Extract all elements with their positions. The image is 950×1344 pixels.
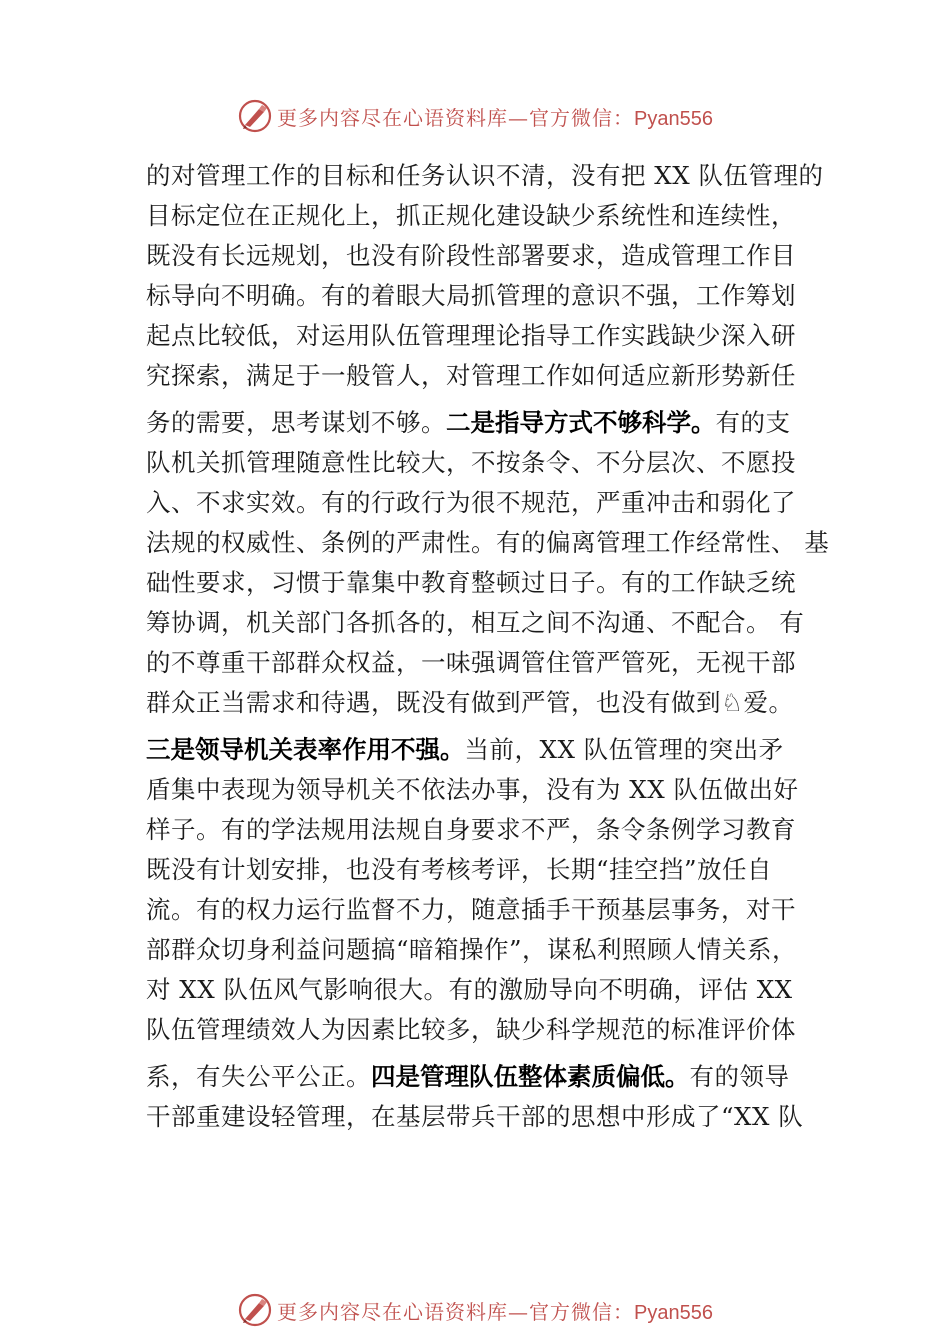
text-line (146, 443, 846, 483)
footer-banner-text: 更多内容尽在心语资料库—官方微信：Pyan556 (277, 1299, 713, 1324)
text-line (146, 483, 846, 523)
text-line (146, 523, 846, 563)
text-line (146, 970, 846, 1010)
text-line (146, 1010, 846, 1050)
body-text: 群众正当需求和待遇，既没有做到严管，也没有做到♘爱。 (146, 688, 794, 717)
body-text: 础性要求，习惯于靠集中教育整顿过日子。有的工作缺乏统 (146, 568, 796, 597)
bold-heading-text: 三是领导机关表率作用不强。 (146, 735, 465, 764)
text-line (146, 643, 846, 683)
body-text: 部群众切身利益问题搞“暗箱操作”，谋私利照顾人情关系， (146, 935, 798, 964)
text-line (146, 563, 846, 603)
body-text: 样子。有的学法规用法规自身要求不严，条令条例学习教育 (146, 815, 796, 844)
document-body (146, 156, 846, 1137)
header-wechat-handle: Pyan556 (634, 107, 713, 130)
body-text: 当前，XX 队伍管理的突出矛 (464, 735, 784, 764)
text-line (146, 850, 846, 890)
body-text: 有的领导 (689, 1062, 790, 1091)
text-line (146, 810, 846, 850)
text-line (146, 770, 846, 810)
body-text: 队机关抓管理随意性比较大，不按条令、不分层次、不愿投 (146, 448, 796, 477)
text-line (146, 1057, 846, 1097)
body-text: 标导向不明确。有的着眼大局抓管理的意识不强，工作筹划 (146, 281, 796, 310)
text-line (146, 1097, 846, 1137)
body-text: 既没有长远规划，也没有阶段性部署要求，造成管理工作目 (146, 241, 796, 270)
footer-banner (0, 1290, 950, 1330)
body-text: 筹协调，机关部门各抓各的，相互之间不沟通、不配合。 有 (146, 608, 805, 637)
text-line (146, 930, 846, 970)
body-text: 干部重建设轻管理，在基层带兵干部的思想中形成了“XX 队 (146, 1102, 804, 1131)
text-line (146, 603, 846, 643)
footer-wechat-handle: Pyan556 (634, 1301, 713, 1324)
text-line (146, 730, 846, 770)
body-text: 盾集中表现为领导机关不依法办事，没有为 XX 队伍做出好 (146, 775, 799, 804)
pen-logo-icon (237, 1292, 273, 1328)
text-line (146, 316, 846, 356)
body-text: 的不尊重干部群众权益，一味强调管住管严管死，无视干部 (146, 648, 796, 677)
body-text: 目标定位在正规化上，抓正规化建设缺少系统性和连续性， (146, 201, 796, 230)
bold-heading-text: 四是管理队伍整体素质偏低。 (371, 1062, 690, 1091)
header-banner (0, 96, 950, 136)
bold-heading-text: 二是指导方式不够科学。 (446, 408, 716, 437)
text-line (146, 403, 846, 443)
text-line (146, 356, 846, 396)
body-text: 队伍管理绩效人为因素比较多，缺少科学规范的标准评价体 (146, 1015, 796, 1044)
body-text: 系，有失公平公正。 (146, 1062, 371, 1091)
body-text: 对 XX 队伍风气影响很大。有的激励导向不明确，评估 XX (146, 975, 793, 1004)
body-text: 既没有计划安排，也没有考核考评，长期“挂空挡”放任自 (146, 855, 773, 884)
text-line (146, 683, 846, 723)
body-text: 究探索，满足于一般管人，对管理工作如何适应新形势新任 (146, 361, 796, 390)
body-text: 的对管理工作的目标和任务认识不清，没有把 XX 队伍管理的 (146, 161, 824, 190)
header-banner-text: 更多内容尽在心语资料库—官方微信：Pyan556 (277, 105, 713, 130)
text-line (146, 236, 846, 276)
text-line (146, 156, 846, 196)
body-text: 务的需要，思考谋划不够。 (146, 408, 446, 437)
body-text: 流。有的权力运行监督不力，随意插手干预基层事务，对干 (146, 895, 796, 924)
text-line (146, 890, 846, 930)
body-text: 法规的权威性、条例的严肃性。有的偏离管理工作经常性、 基 (146, 528, 830, 557)
body-text: 起点比较低，对运用队伍管理理论指导工作实践缺少深入研 (146, 321, 796, 350)
body-text: 有的支 (715, 408, 791, 437)
pen-logo-icon (237, 98, 273, 134)
body-text: 入、不求实效。有的行政行为很不规范，严重冲击和弱化了 (146, 488, 796, 517)
text-line (146, 196, 846, 236)
text-line (146, 276, 846, 316)
